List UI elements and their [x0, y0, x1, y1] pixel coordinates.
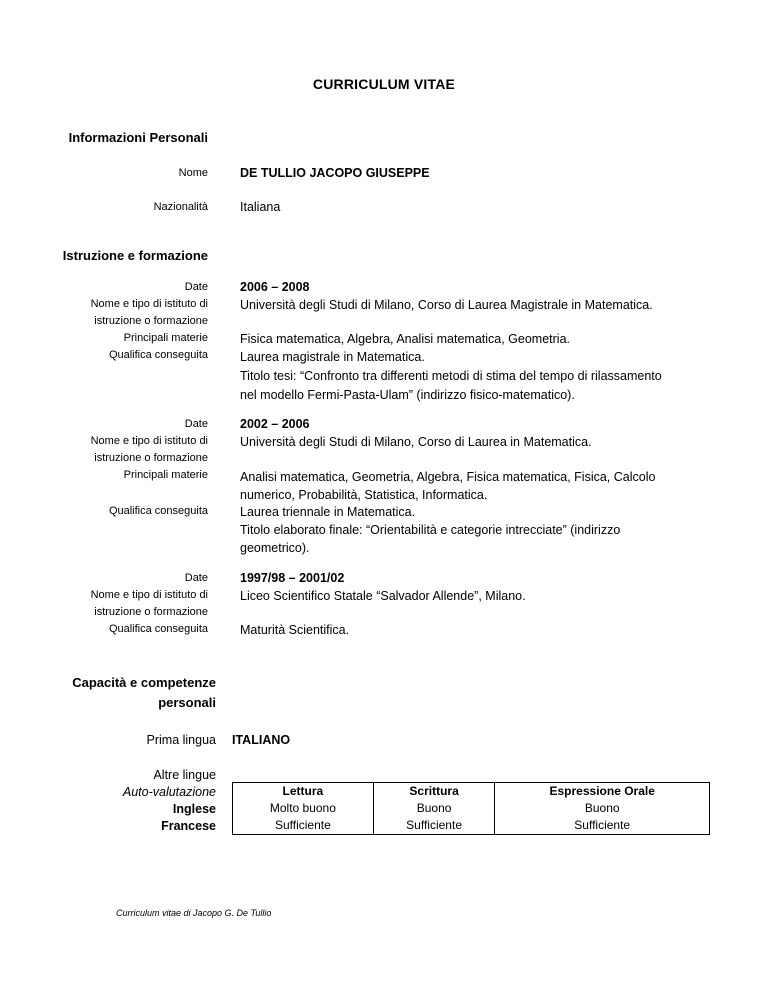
date-label: Date [184, 281, 208, 293]
table-cell: Sufficiente [373, 817, 495, 835]
table-header-writing: Scrittura [373, 783, 495, 801]
institute-label: Nome e tipo di istituto di [90, 435, 208, 447]
language-row-label: Inglese [172, 802, 216, 816]
table-row [233, 800, 710, 817]
table-cell: Molto buono [269, 801, 336, 815]
institute-label-cont: istruzione o formazione [94, 452, 208, 464]
qualification-value-line: Titolo tesi: “Confronto tra differenti metodi di stima del tempo di rilassamento [240, 369, 662, 383]
subjects-label: Principali materie [123, 332, 208, 344]
section-heading-skills [40, 673, 216, 713]
table-cell: Buono [584, 801, 620, 815]
first-language-value: ITALIANO [232, 733, 291, 747]
qualification-value: Laurea triennale in Matematica. [240, 505, 416, 519]
table-cell: Buono [373, 800, 495, 817]
language-row-label: Francese [161, 819, 216, 833]
qualification-label: Qualifica conseguita [108, 505, 208, 517]
language-assessment-table [232, 782, 710, 835]
section-heading-personal: Informazioni Personali [68, 130, 208, 145]
qualification-value: Laurea magistrale in Matematica. [240, 350, 425, 364]
table-header-reading: Lettura [282, 784, 324, 798]
institute-value: Università degli Studi di Milano, Corso di Laurea Magistrale in Matematica. [240, 298, 653, 312]
date-label: Date [184, 418, 208, 430]
qualification-value: Maturità Scientifica. [240, 623, 350, 637]
table-row [233, 817, 710, 835]
subjects-label: Principali materie [123, 469, 208, 481]
subjects-value: Fisica matematica, Algebra, Analisi matematica, Geometria. [240, 332, 570, 346]
table-header-speaking: Espressione Orale [549, 784, 655, 798]
nationality-value: Italiana [240, 200, 281, 214]
institute-label: Nome e tipo di istituto di [90, 589, 208, 601]
table-cell: Sufficiente [274, 818, 331, 832]
section-heading-education: Istruzione e formazione [62, 248, 208, 263]
institute-label-cont: istruzione o formazione [94, 315, 208, 327]
subjects-value: Analisi matematica, Geometria, Algebra, Fisica matematica, Fisica, Calcolo [240, 470, 656, 484]
institute-value: Liceo Scientifico Statale “Salvador Allende”, Milano. [240, 589, 526, 603]
subjects-value-line: numerico, Probabilità, Statistica, Informatica. [240, 488, 488, 502]
institute-value: Università degli Studi di Milano, Corso di Laurea in Matematica. [240, 435, 592, 449]
qualification-value-line: geometrico). [240, 541, 310, 555]
self-assessment-label: Auto-valutazione [122, 785, 216, 799]
date-value: 2002 – 2006 [240, 417, 310, 431]
date-label: Date [184, 572, 208, 584]
qualification-value-line: nel modello Fermi-Pasta-Ulam” (indirizzo fisico-matematico). [240, 388, 575, 402]
first-language-label: Prima lingua [146, 733, 216, 747]
other-languages-label: Altre lingue [153, 768, 216, 782]
section-heading-skills-line: Capacità e competenze [72, 675, 216, 690]
name-value: DE TULLIO JACOPO GIUSEPPE [240, 166, 430, 180]
qualification-label: Qualifica conseguita [108, 349, 208, 361]
nationality-label: Nazionalità [153, 201, 208, 213]
other-languages-block [48, 767, 216, 835]
date-value: 1997/98 – 2001/02 [240, 571, 345, 585]
name-label: Nome [178, 167, 208, 179]
page-footer: Curriculum vitae di Jacopo G. De Tullio [116, 908, 272, 918]
qualification-value-line: Titolo elaborato finale: “Orientabilità e categorie intrecciate” (indirizzo [240, 523, 621, 537]
qualification-label: Qualifica conseguita [108, 623, 208, 635]
table-cell: Sufficiente [574, 818, 631, 832]
institute-label: Nome e tipo di istituto di [90, 298, 208, 310]
table-header-row [233, 783, 710, 801]
institute-label-cont: istruzione o formazione [94, 606, 208, 618]
document-title: CURRICULUM VITAE [312, 76, 456, 92]
section-heading-skills-line: personali [158, 695, 216, 710]
date-value: 2006 – 2008 [240, 280, 310, 294]
